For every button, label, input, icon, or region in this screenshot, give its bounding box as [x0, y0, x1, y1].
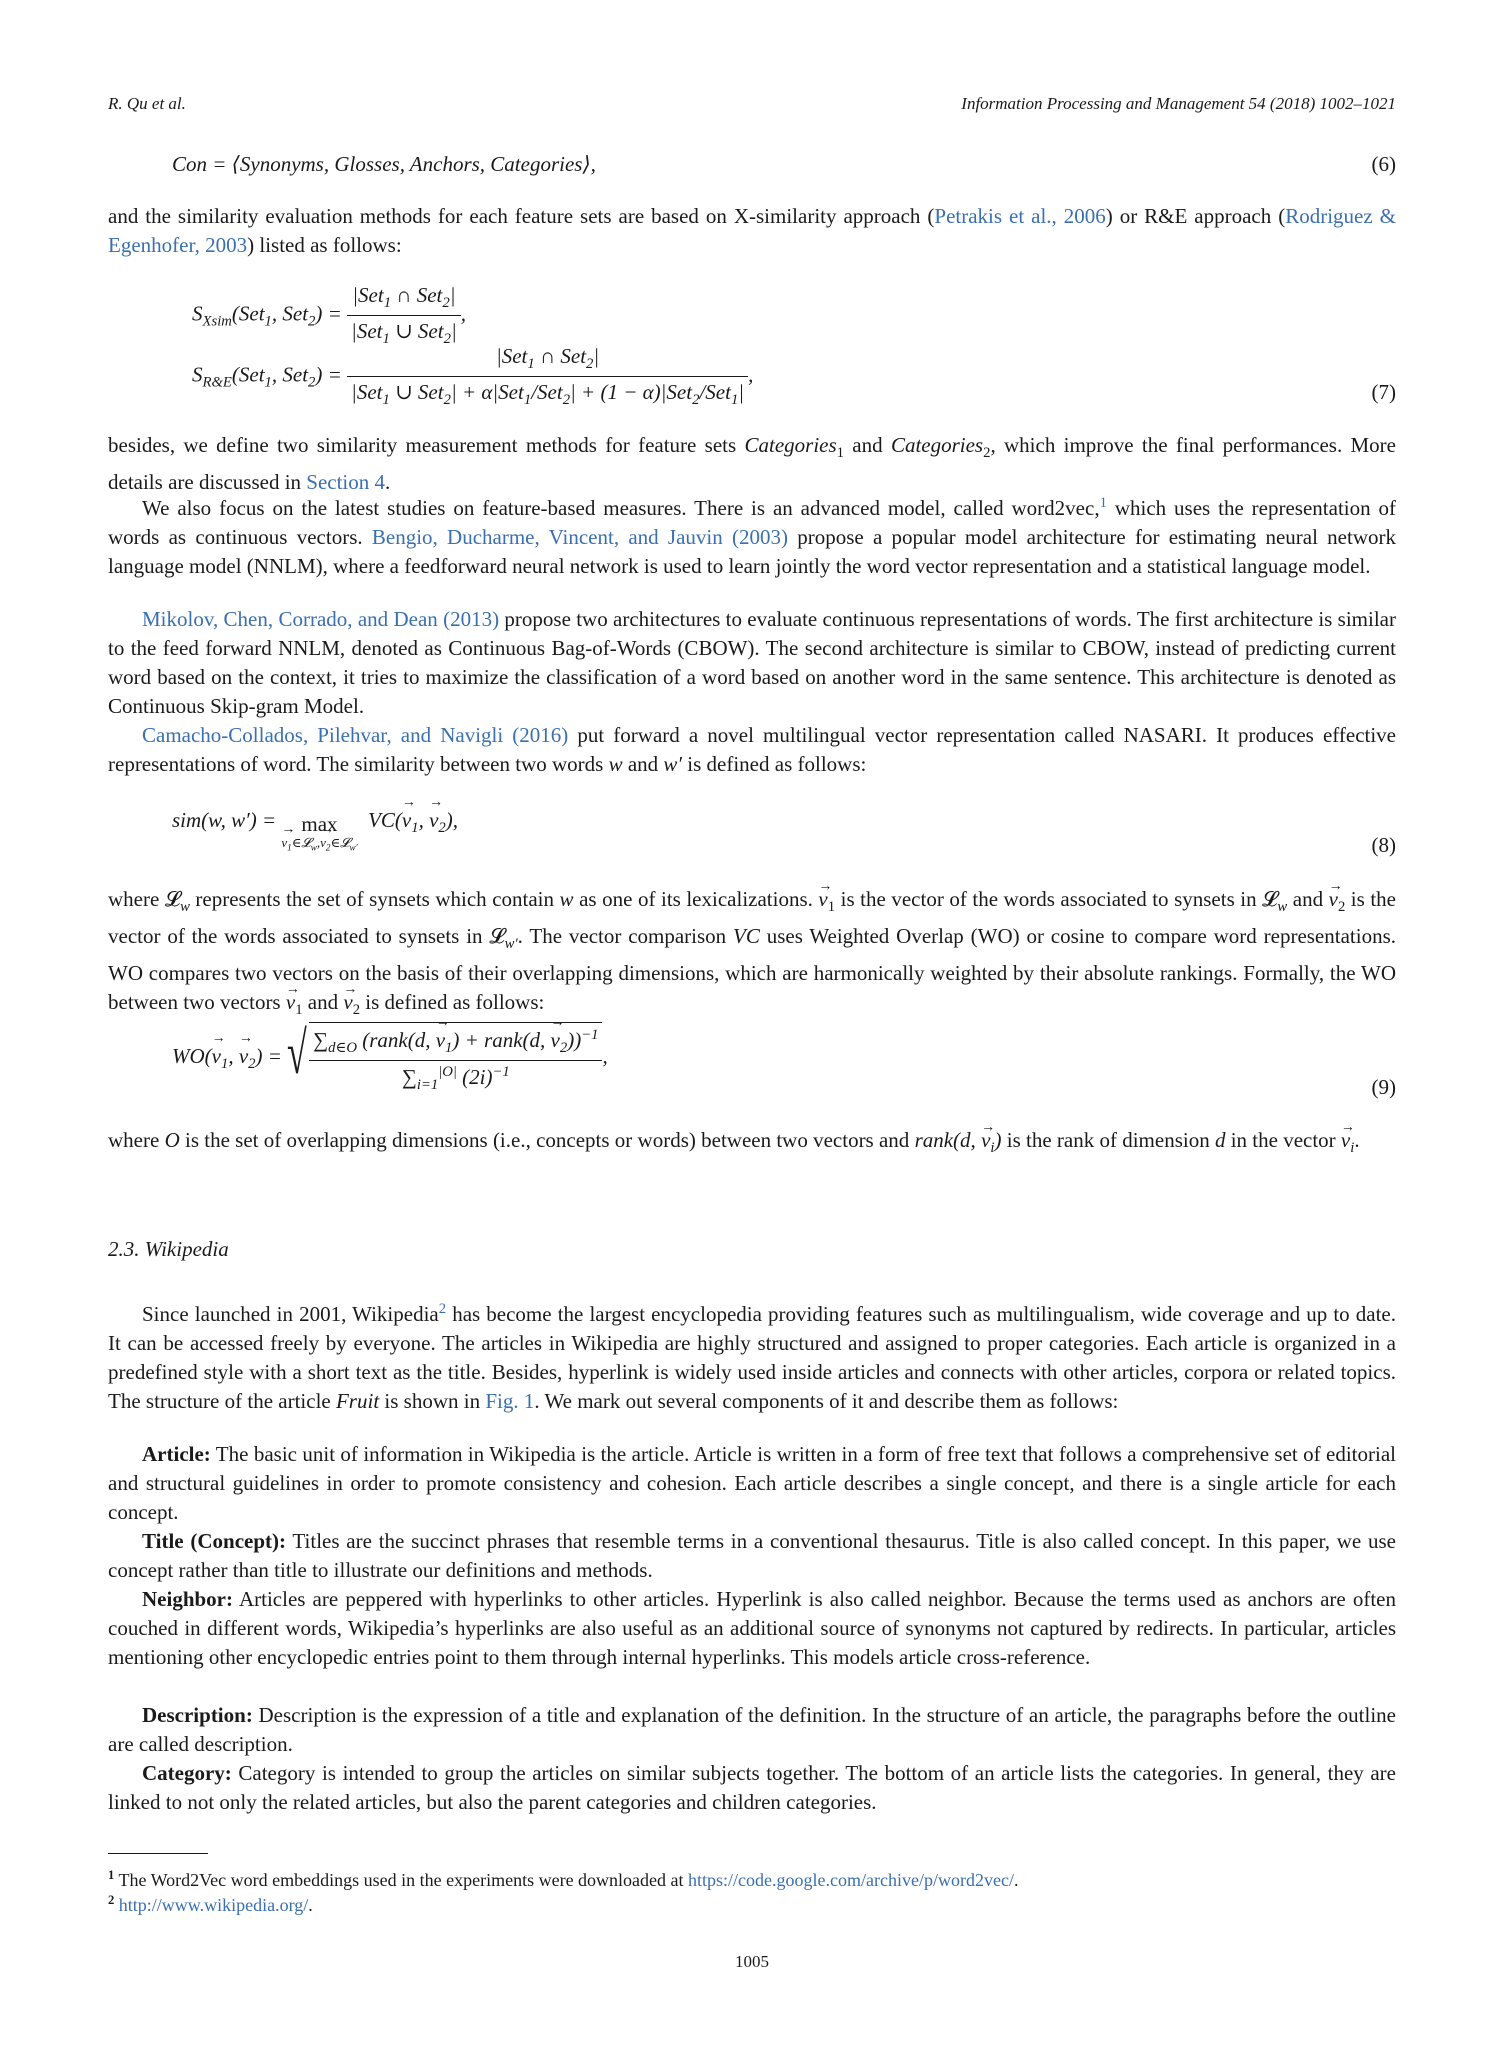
header-journal: Information Processing and Management 54 (2018) 1002–1021	[961, 94, 1396, 113]
running-header	[108, 94, 1396, 114]
paper-page	[108, 0, 1396, 2063]
paragraph-weighted-overlap: where 𝓛$_w$ represents the set of synsets which contain w as one of its lexicalizations. → $v_1$ is the vector of the words associated to synsets in 𝓛$_w$ and → $v_2$ is the vector of the words associated to synsets in 𝓛$_{w'}$. The vector comparison VC uses Weighted Overlap (WO) or cosine to compare word representations. WO compares two vectors on the basis of their overlapping dimensions, which are harmonically weighted by their absolute rankings. Formally, the WO between two vectors → $v_1$ and → $v_2$ is defined as follows:	[108, 885, 1396, 1026]
citation-link-rodriguez[interactable]: Rodriguez & Egenhofer, 2003	[108, 204, 1396, 257]
citation-link-mikolov[interactable]: Mikolov, Chen, Corrado, and Dean (2013)	[142, 607, 500, 631]
paragraph-word2vec: We also focus on the latest studies on feature-based measures. There is an advanced model, called word2vec,$^1$ which uses the representation of words as continuous vectors. Bengio, Ducharme, Vincent, and Jauvin (2003) propose a popular model architecture for estimating neural network language model (NNLM), where a feedforward neural network is used to learn jointly the word vector representation and a statistical language model.	[108, 495, 1396, 578]
figure-1-link[interactable]: Fig. 1	[485, 1389, 535, 1413]
citation-link-petrakis[interactable]: Petrakis et al., 2006	[934, 204, 1106, 228]
equation-6-text: Con = ⟨Synonyms, Glosses, Anchors, Categories⟩,	[172, 152, 596, 176]
equation-7-xsim: $S_{Xsim}(Set_1$, Set$_2$) = $\frac{|Set_1 \cap Set_2|}{|Set_1 \cup Set_2|}$ ,	[192, 283, 466, 348]
definition-title: Title (Concept): Titles are the succinct phrases that resemble terms in a conventional thesaurus. Title is also called concept. In this paper, we use concept rather than title to illustrate our definitions and methods.	[108, 1529, 1397, 1582]
equation-number-9: (9)	[1371, 1075, 1396, 1099]
paragraph-similarity-methods: and the similarity evaluation methods for each feature sets are based on X-similarity approach (Petrakis et al., 2006) or R&E approach (Rodriguez & Egenhofer, 2003) listed as follows:	[108, 204, 1396, 257]
definition-category: Category: Category is intended to group the articles on similar subjects together. The bottom of an article lists the categories. In general, they are linked to not only the related articles, but also the parent categories and children categories.	[108, 1761, 1396, 1814]
section-4-link[interactable]: Section 4	[306, 470, 386, 495]
header-authors: R. Qu et al.	[108, 94, 186, 113]
footnote-1: $^1$ The Word2Vec word embeddings used in the experiments were downloaded at https://code.google.com/archive/p/word2vec/.	[108, 1868, 1019, 1890]
definition-description: Description: Description is the expression of a title and explanation of the definition. In the structure of an article, the paragraphs before the outline are called description.	[108, 1703, 1396, 1756]
definition-article: Article: The basic unit of information in Wikipedia is the article. Article is written in a form of free text that follows a comprehensive set of editorial and structural guidelines in order to promote consistency and cohesion. Each article describes a single concept, and there is a single article for each concept.	[108, 1442, 1396, 1524]
paragraph-nasari: Camacho-Collados, Pilehvar, and Navigli (2016) put forward a novel multilingual vector representation called NASARI. It produces effective representations of word. The similarity between two words w and w′ is defined as follows:	[108, 723, 1396, 776]
definition-neighbor: Neighbor: Articles are peppered with hyperlinks to other articles. Hyperlink is also called neighbor. Because the terms used as anchors are often couched in different words, Wikipedia’s hyperlinks are also useful as an additional source of synonyms not captured by redirects. In particular, articles mentioning other encyclopedic entries point to them through internal hyperlinks. This models article cross-reference.	[108, 1587, 1396, 1669]
footnote-ref-1[interactable]: 1	[1099, 495, 1107, 511]
paragraph-wikipedia-intro: Since launched in 2001, Wikipedia$^2$ has become the largest encyclopedia providing features such as multilingualism, wide coverage and up to date. It can be accessed freely by everyone. The articles in Wikipedia are highly structured and assigned to proper categories. Each article is organized in a predefined style with a short text as the title. Besides, hyperlink is widely used inside articles and connects with other articles, corpora or related topics. The structure of the article Fruit is shown in Fig. 1. We mark out several components of it and describe them as follows:	[108, 1301, 1396, 1413]
word2vec-url-link[interactable]: https://code.google.com/archive/p/word2vec/	[688, 1870, 1014, 1890]
footnote-divider	[108, 1853, 208, 1854]
footnote-2: $^2$ http://www.wikipedia.org/.	[108, 1893, 313, 1915]
footnote-ref-2[interactable]: 2	[438, 1301, 447, 1317]
equation-number-6: (6)	[1371, 152, 1396, 176]
equation-number-8: (8)	[1371, 833, 1396, 857]
wikipedia-url-link[interactable]: http://www.wikipedia.org/	[118, 1895, 309, 1915]
equation-8: sim(w, w′) = max → $v_1\in 𝓛_w,\to$ $v_2\in 𝓛_{w'}$ $VC(\to v_1$, → $v_2$),	[172, 808, 458, 849]
paragraph-overlap-def: where O is the set of overlapping dimensions (i.e., concepts or words) between two vectors and rank(d, → $v_i$) is the rank of dimension d in the vector → $v_i$.	[108, 1126, 1396, 1163]
citation-link-bengio[interactable]: Bengio, Ducharme, Vincent, and Jauvin (2003)	[371, 525, 788, 549]
equation-6	[172, 152, 596, 177]
paragraph-categories: besides, we define two similarity measurement methods for feature sets Categories$_1$ and Categories$_2$, which improve the final performances. More details are discussed in Section 4.	[108, 433, 1396, 495]
section-heading-wikipedia: 2.3. Wikipedia	[108, 1237, 229, 1261]
citation-link-camacho[interactable]: Camacho-Collados, Pilehvar, and Navigli (2016)	[142, 723, 569, 747]
equation-7-re: $S_{R\&E}(Set_1$, Set$_2$) = $\frac{|Set_1 \cap Set_2|}{|Set_1 \cup Set_2| + \alpha|Set_1/Set_2| + (1 - \alpha)|Set_2/Set_1|}$ ,	[192, 344, 754, 409]
paragraph-mikolov: Mikolov, Chen, Corrado, and Dean (2013) propose two architectures to evaluate continuous representations of words. The first architecture is similar to the feed forward NNLM, denoted as Continuous Bag-of-Words (CBOW). The second architecture is similar to CBOW, instead of predicting current word based on the context, it tries to maximize the classification of a word based on another word in the same sentence. This architecture is denoted as Continuous Skip-gram Model.	[108, 607, 1396, 718]
equation-9: $WO(\to v_1$, → $v_2$) = √ $\frac{\sum_{d\in O} (rank(d, \to v_1) + rank(d, \to v_2))^{-1}}{\sum_{i=1}^{|O|} (2i)^{-1}}$ ,	[172, 1022, 608, 1094]
equation-number-7: (7)	[1371, 380, 1396, 404]
page-number: 1005	[735, 1952, 769, 1971]
